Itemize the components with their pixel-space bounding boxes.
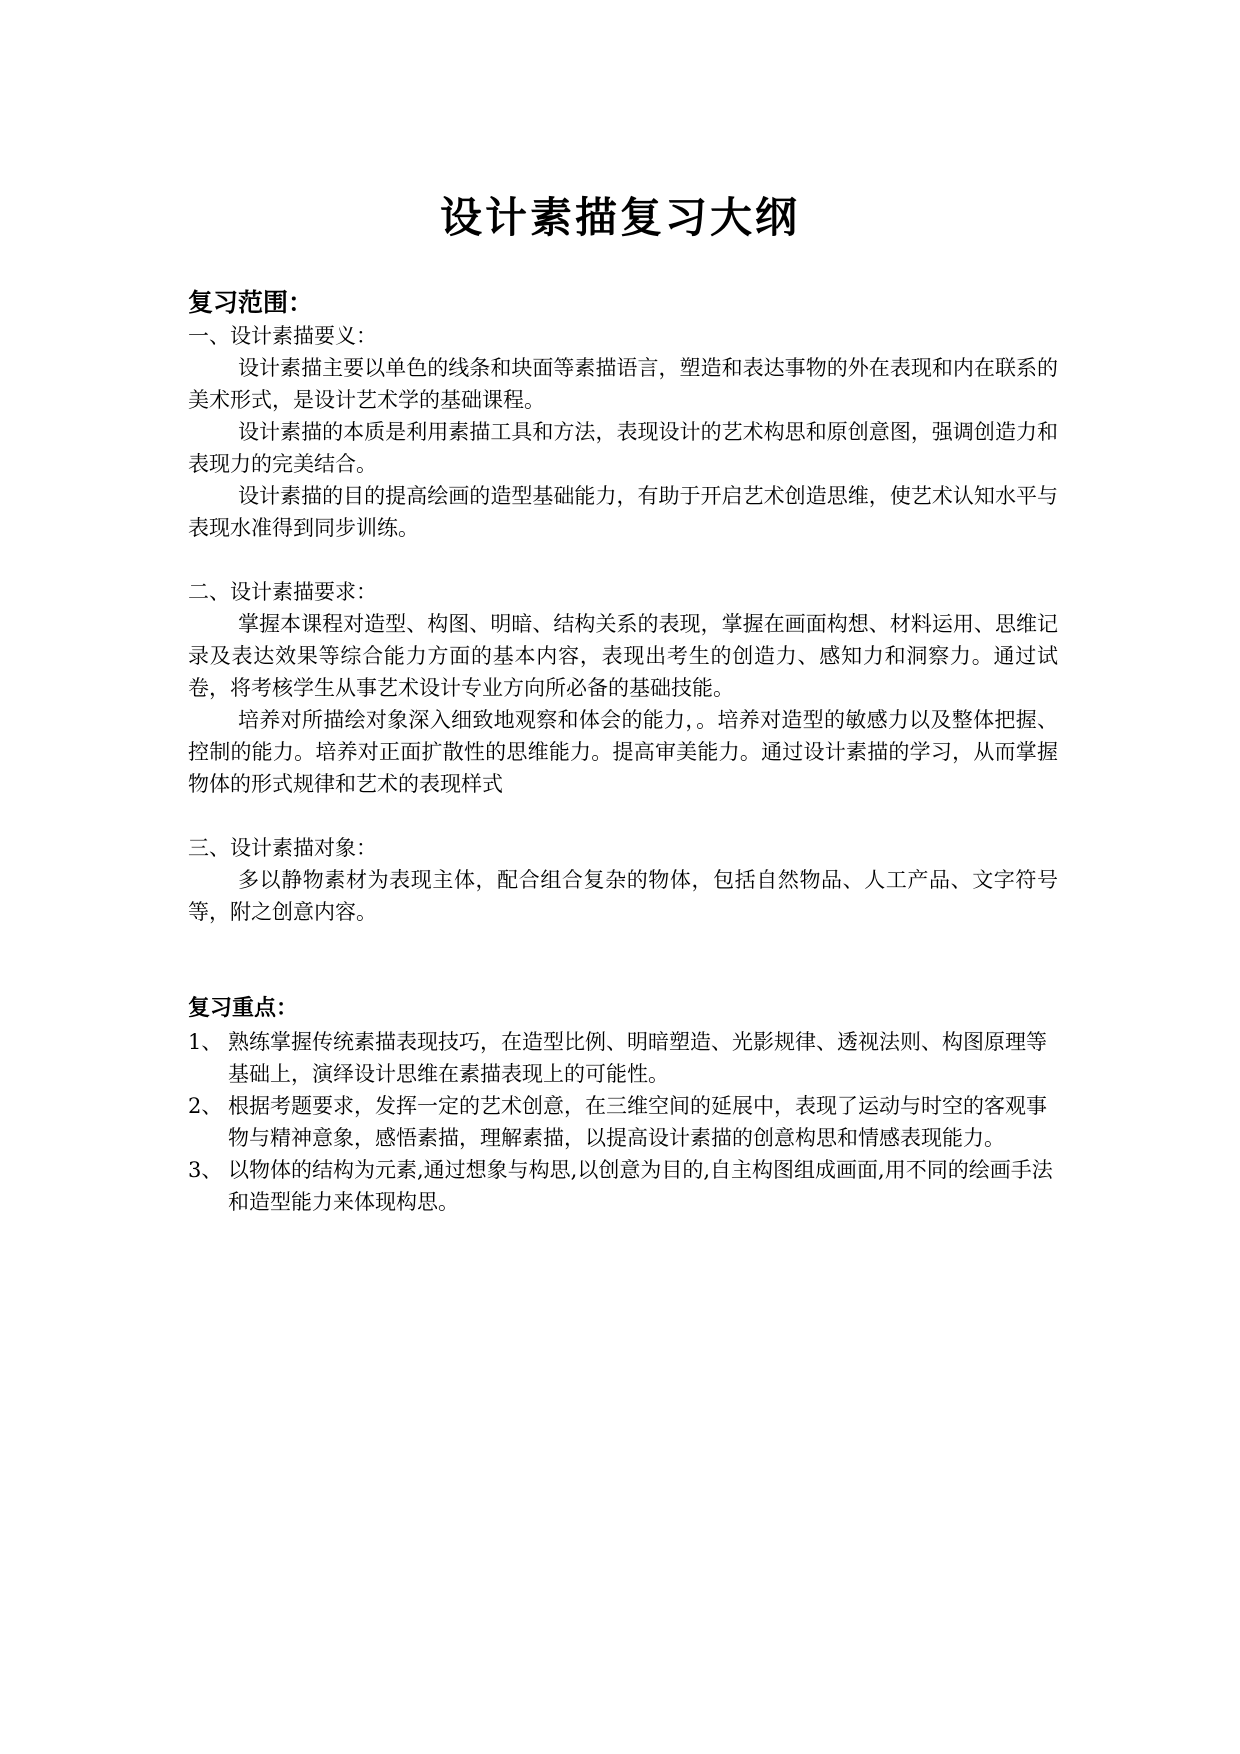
section-heading: 二、设计素描要求：	[188, 580, 377, 604]
paragraph: 培养对所描绘对象深入细致地观察和体会的能力，。培养对造型的敏感力以及整体把握、控制的能力。培养对正面扩散性的思维能力。提高审美能力。通过设计素描的学习，从而掌握物体的形式规律和艺术的表现样式	[188, 708, 1058, 796]
spacer	[188, 544, 1058, 576]
section-heading: 一、设计素描要义：	[188, 324, 377, 348]
list-item-text: 以物体的结构为元素,通过想象与构思,以创意为目的,自主构图组成画面,用不同的绘画手法和造型能力来体现构思。	[228, 1158, 1053, 1214]
document-title: 设计素描复习大纲	[439, 193, 800, 242]
document-body	[188, 286, 1058, 1218]
focus-list-item	[188, 1026, 1058, 1090]
spacer	[188, 928, 1058, 992]
paragraph: 掌握本课程对造型、构图、明暗、结构关系的表现，掌握在画面构想、材料运用、思维记录及表达效果等综合能力方面的基本内容，表现出考生的创造力、感知力和洞察力。通过试卷，将考核学生从事艺术设计专业方向所必备的基础技能。	[188, 612, 1058, 700]
list-number: 1、	[188, 1030, 223, 1054]
paragraph: 设计素描的本质是利用素描工具和方法，表现设计的艺术构思和原创意图，强调创造力和表现力的完美结合。	[188, 420, 1058, 476]
section-heading: 三、设计素描对象：	[188, 836, 377, 860]
list-item-text: 熟练掌握传统素描表现技巧，在造型比例、明暗塑造、光影规律、透视法则、构图原理等基础上，演绎设计思维在素描表现上的可能性。	[228, 1030, 1047, 1086]
paragraph: 多以静物素材为表现主体，配合组合复杂的物体，包括自然物品、人工产品、文字符号等，附之创意内容。	[188, 868, 1058, 924]
paragraph: 设计素描的目的提高绘画的造型基础能力，有助于开启艺术创造思维，使艺术认知水平与表现水准得到同步训练。	[188, 484, 1058, 540]
focus-list-item	[188, 1090, 1058, 1154]
review-scope-heading: 复习范围：	[188, 288, 314, 317]
list-number: 2、	[188, 1094, 223, 1118]
spacer	[188, 800, 1058, 832]
list-number: 3、	[188, 1158, 223, 1182]
review-focus-heading: 复习重点：	[188, 996, 299, 1021]
focus-list-item	[188, 1154, 1058, 1218]
paragraph: 设计素描主要以单色的线条和块面等素描语言，塑造和表达事物的外在表现和内在联系的美术形式，是设计艺术学的基础课程。	[188, 356, 1058, 412]
list-item-text: 根据考题要求，发挥一定的艺术创意，在三维空间的延展中，表现了运动与时空的客观事物与精神意象，感悟素描，理解素描，以提高设计素描的创意构思和情感表现能力。	[228, 1094, 1047, 1150]
